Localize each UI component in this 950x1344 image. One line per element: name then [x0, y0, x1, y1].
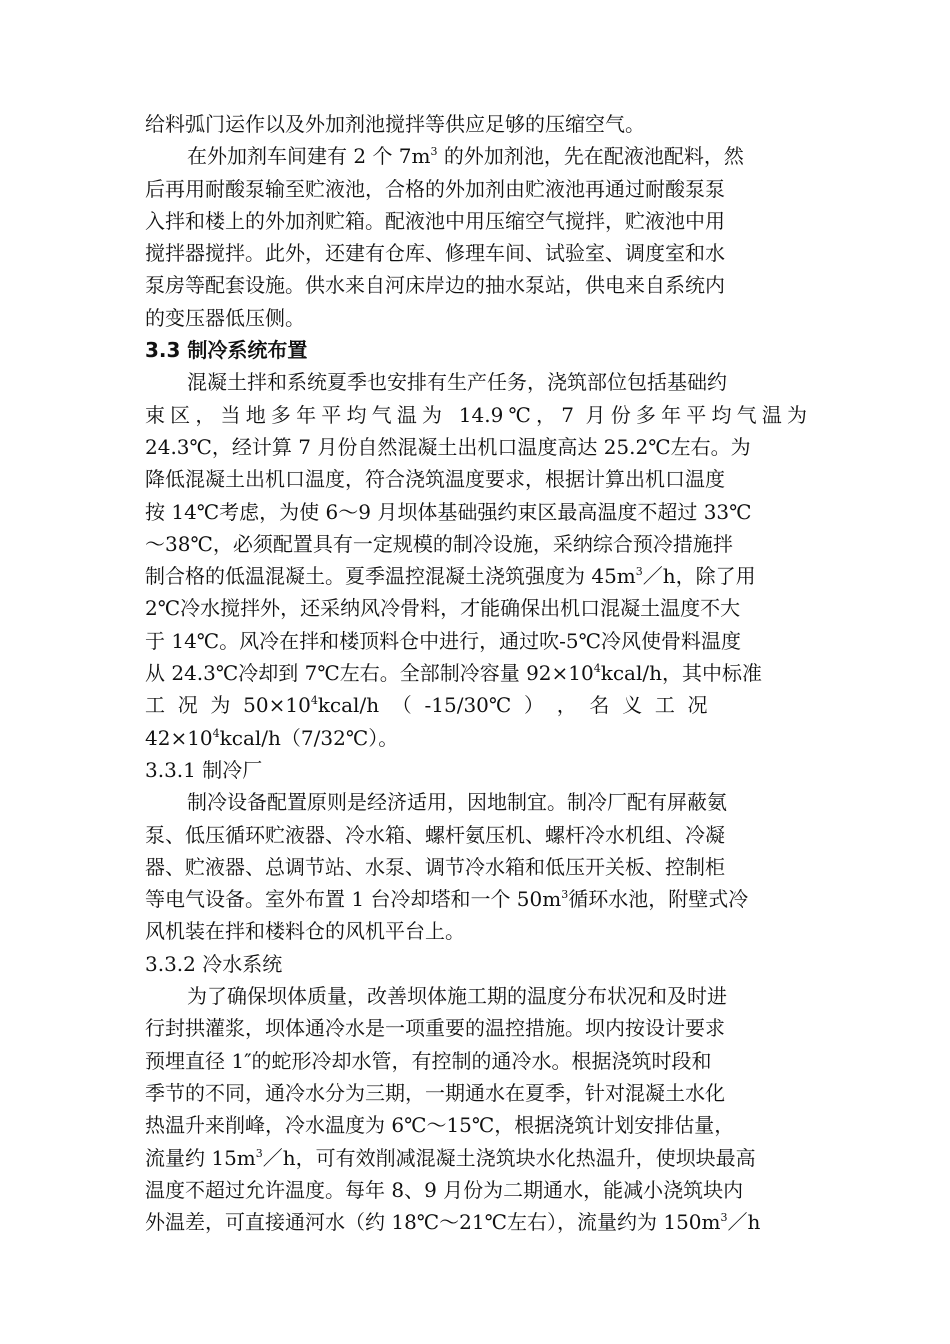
text-line: 等电气设备。室外布置 1 台冷却塔和一个 $50m^3$循环水池，附壁式冷	[145, 887, 749, 912]
text-line: 按 14℃考虑，为使 6～9 月坝体基础强约束区最高温度不超过 33℃	[145, 499, 752, 524]
text-line: 流量约 $15m^3/h$，可有效削减混凝土浇筑块水化热温升，使坝块最高	[145, 1145, 756, 1170]
text-line: 的变压器低压侧。	[145, 305, 305, 330]
text-line: 从 24.3℃冷却到 7℃左右。全部制冷容量 $92\times 10^4kcal/h$，其中标准	[145, 661, 762, 686]
text-line: 外温差，可直接通河水（约 18℃～21℃左右），流量约为 $150m^3/h$	[145, 1210, 761, 1235]
text-line: 制冷设备配置原则是经济适用，因地制宜。制冷厂配有屏蔽氨	[187, 790, 727, 815]
text-line: 2℃冷水搅拌外，还采纳风冷骨料，才能确保出机口混凝土温度不大	[145, 596, 741, 621]
text-line: 在外加剂车间建有 2 个 $7m^3$ 的外加剂池，先在配液池配料，然	[187, 144, 744, 169]
text-line: 24.3℃，经计算 7 月份自然混凝土出机口温度高达 25.2℃左右。为	[145, 434, 751, 459]
text-line: 季节的不同，通冷水分为三期，一期通水在夏季，针对混凝土水化	[145, 1080, 725, 1105]
subsection-heading: 3.3.2 冷水系统	[145, 951, 283, 976]
text-line: 束区，当地多年平均气温为 14.9℃，7 月份多年平均气温为	[145, 402, 807, 427]
text-line: 温度不超过允许温度。每年 8、9 月份为二期通水，能减小浇筑块内	[145, 1177, 744, 1202]
text-line: 入拌和楼上的外加剂贮箱。配液池中用压缩空气搅拌，贮液池中用	[145, 208, 725, 233]
text-line: 预埋直径 1″的蛇形冷却水管，有控制的通冷水。根据浇筑时段和	[145, 1048, 712, 1073]
text-line: 制合格的低温混凝土。夏季温控混凝土浇筑强度为 $45m^3/h$，除了用	[145, 564, 756, 589]
text-line: 器、贮液器、总调节站、水泵、调节冷水箱和低压开关板、控制柜	[145, 854, 725, 879]
text-line: ～38℃，必须配置具有一定规模的制冷设施，采纳综合预冷措施拌	[145, 531, 733, 556]
text-line: 给料弧门运作以及外加剂池搅拌等供应足够的压缩空气。	[145, 112, 645, 136]
text-line: 行封拱灌浆，坝体通冷水是一项重要的温控措施。坝内按设计要求	[145, 1016, 725, 1041]
text-line: 为了确保坝体质量，改善坝体施工期的温度分布状况和及时进	[187, 984, 727, 1009]
section-heading: 3.3 制冷系统布置	[145, 338, 308, 363]
text-line: 泵房等配套设施。供水来自河床岸边的抽水泵站，供电来自系统内	[145, 273, 725, 298]
text-line: 工 况 为 $50\times 10^4kcal/h$ （ -15/30℃ ） ， 名 义 工 况	[145, 693, 708, 718]
text-line: 热温升来削峰，冷水温度为 6℃～15℃，根据浇筑计划安排估量，	[145, 1113, 735, 1138]
text-line: 于 14℃。风冷在拌和楼顶料仓中进行，通过吹-5℃冷风使骨料温度	[145, 628, 742, 653]
text-line: 降低混凝土出机口温度，符合浇筑温度要求，根据计算出机口温度	[145, 467, 725, 492]
text-line: 后再用耐酸泵输至贮液池，合格的外加剂由贮液池再通过耐酸泵泵	[145, 176, 725, 201]
text-line: 搅拌器搅拌。此外，还建有仓库、修理车间、试验室、调度室和水	[145, 241, 725, 266]
text-line: 混凝土拌和系统夏季也安排有生产任务，浇筑部位包括基础约	[187, 370, 727, 395]
subsection-heading: 3.3.1 制冷厂	[145, 757, 263, 782]
text-line: 风机装在拌和楼料仓的风机平台上。	[145, 919, 465, 944]
text-line: 泵、低压循环贮液器、冷水箱、螺杆氨压机、螺杆冷水机组、冷凝	[145, 822, 725, 847]
text-line: $42\times 10^4kcal/h(7/32℃)$。	[145, 725, 399, 750]
document-page	[145, 108, 807, 1238]
